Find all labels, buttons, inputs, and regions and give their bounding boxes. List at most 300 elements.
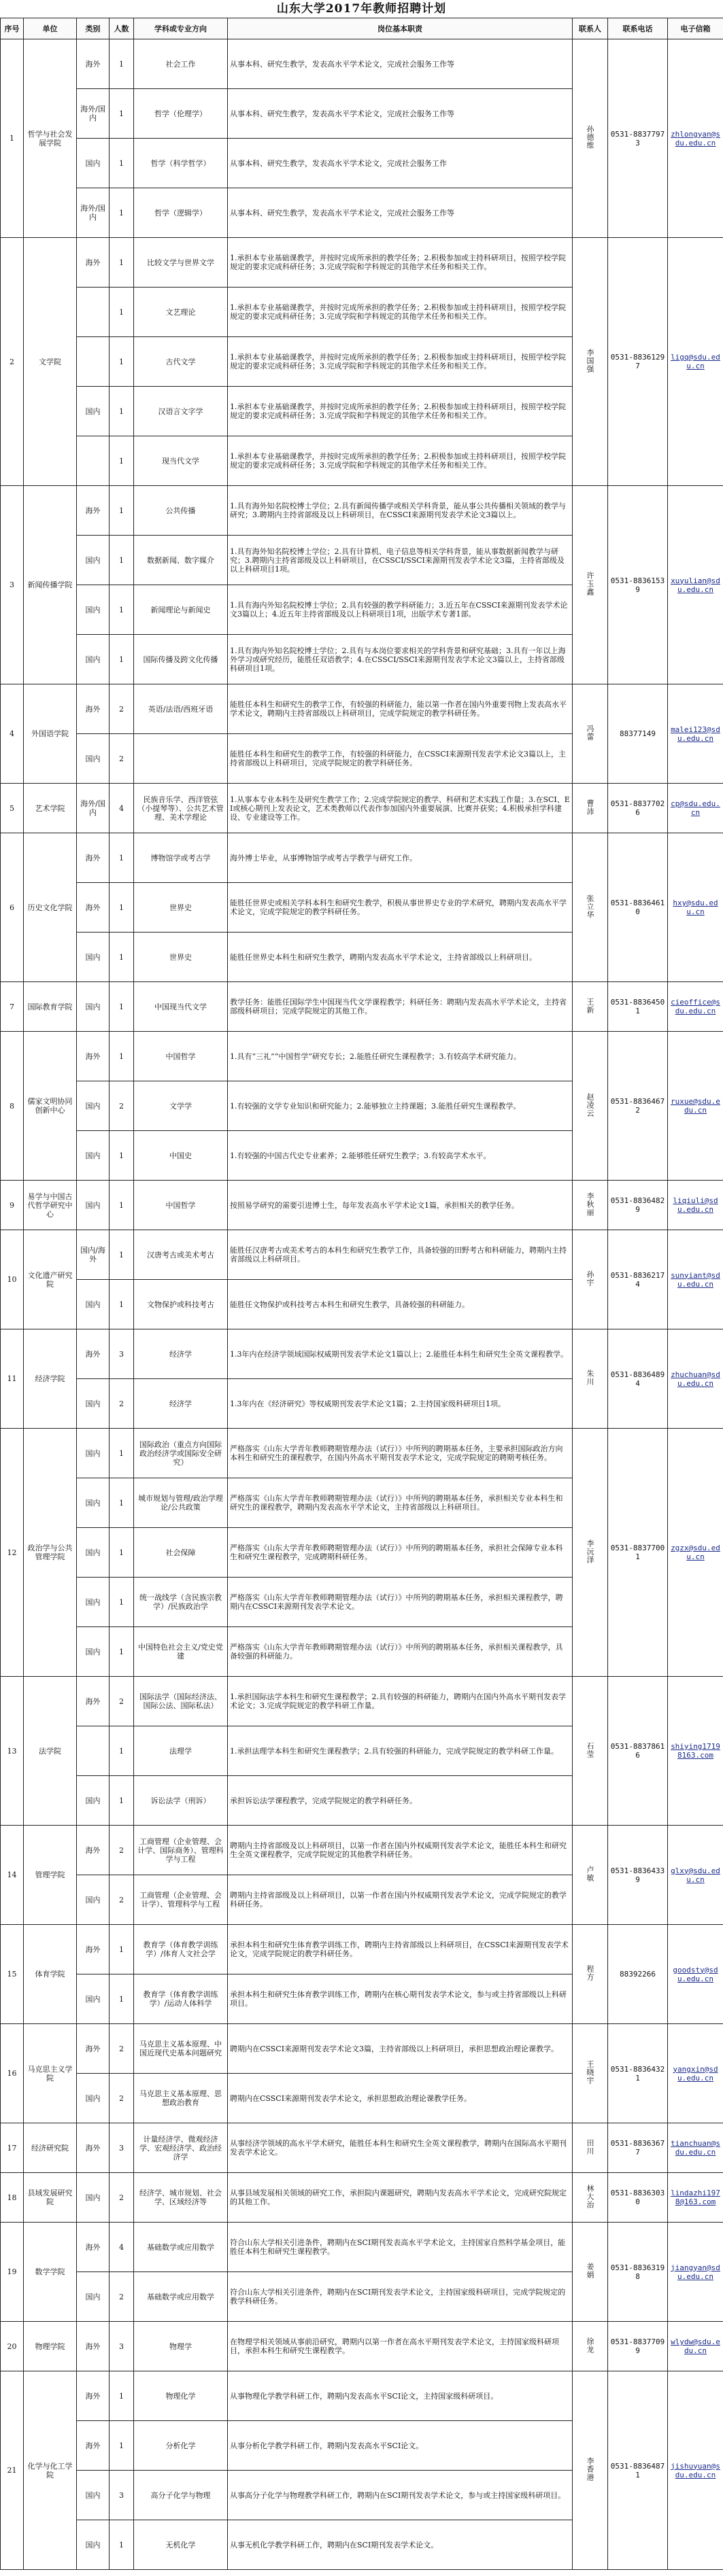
phone-cell: 0531-88364321 bbox=[608, 2024, 668, 2123]
email-cell[interactable]: jishuyuan@sdu.edu.cn bbox=[668, 2371, 723, 2570]
phone-cell: 0531-88361297 bbox=[608, 238, 668, 486]
phone-cell: 88392266 bbox=[608, 1925, 668, 2024]
header-row bbox=[1, 18, 723, 39]
category-cell: 国内 bbox=[77, 2471, 110, 2520]
category-cell: 海外 bbox=[77, 2223, 110, 2272]
category-cell: 国内 bbox=[77, 1181, 110, 1230]
field-cell: 马克思主义基本原理、思想政治教育 bbox=[134, 2074, 228, 2123]
email-cell[interactable]: cieoffice@sdu.edu.cn bbox=[668, 982, 723, 1032]
unit-number: 12 bbox=[1, 1429, 24, 1677]
unit-number: 8 bbox=[1, 1032, 24, 1181]
header-count: 人数 bbox=[110, 18, 134, 39]
phone-cell: 88377149 bbox=[608, 684, 668, 784]
field-cell: 国际政治（重点方向国际政治经济学或国际安全研究） bbox=[134, 1429, 228, 1478]
duty-cell: 承担本科生和研究生体育教学训练工作，聘期内在核心期刊发表学术论文，参与或主持省部级以上科研项目。 bbox=[228, 1974, 573, 2024]
count-cell: 3 bbox=[110, 2123, 134, 2173]
field-cell: 国际法学（国际经济法、国际公法、国际私法） bbox=[134, 1677, 228, 1726]
duty-cell: 能胜任本科生和研究生的教学工作，有较强的科研能力，在CSSCI来源期刊发表学术论文3篇以上，主持省部级以上科研项目，完成学院规定的教学科研任务。 bbox=[228, 734, 573, 784]
unit-number: 13 bbox=[1, 1677, 24, 1826]
duty-cell: 能胜任世界史本科生和研究生教学，聘期内发表高水平学术论文，主持省部级以上科研项目。 bbox=[228, 933, 573, 982]
unit-name: 历史文化学院 bbox=[24, 833, 77, 982]
email-cell[interactable]: wlydw@sdu.edu.cn bbox=[668, 2322, 723, 2371]
field-cell: 工商管理（企业管理、会计学、国际商务）、管理科学与工程 bbox=[134, 1826, 228, 1875]
count-cell: 4 bbox=[110, 784, 134, 833]
contact-cell-text: 程方 bbox=[586, 1965, 594, 1981]
field-cell: 中国现当代文学 bbox=[134, 982, 228, 1032]
duty-cell: 1.具有海内外知名院校博士学位；2.具有与本岗位要求相关的学科背景和研究基础；3.具有一年以上海外学习或研究经历，能胜任双语教学；4.在CSSCI/SSCI来源期刊发表学术论文3篇以上，主持省部级科研项目1项。 bbox=[228, 635, 573, 684]
count-cell: 1 bbox=[110, 585, 134, 635]
category-cell: 国内 bbox=[77, 1429, 110, 1478]
category-cell: 海外 bbox=[77, 883, 110, 933]
category-cell: 国内 bbox=[77, 536, 110, 585]
unit-number: 6 bbox=[1, 833, 24, 982]
count-cell: 1 bbox=[110, 1627, 134, 1677]
category-cell: 国内 bbox=[77, 1578, 110, 1627]
duty-cell: 符合山东大学相关引进条件，聘期内在SCI期刊发表学术论文，主持国家级科研项目，完成学院规定的教学科研任务。 bbox=[228, 2272, 573, 2322]
page-title: 山东大学2017年教师招聘计划 bbox=[276, 2, 447, 16]
field-cell: 新闻理论与新闻史 bbox=[134, 585, 228, 635]
category-cell: 国内 bbox=[77, 1627, 110, 1677]
unit-number: 11 bbox=[1, 1329, 24, 1429]
field-cell: 哲学（伦理学） bbox=[134, 89, 228, 139]
header-duty: 岗位基本职责 bbox=[228, 18, 573, 39]
email-cell[interactable]: xuyulian@sdu.edu.cn bbox=[668, 486, 723, 684]
field-cell: 经济学、城市规划、社会学、区域经济等 bbox=[134, 2173, 228, 2223]
phone-cell: 0531-88364894 bbox=[608, 1329, 668, 1429]
category-cell: 国内 bbox=[77, 1528, 110, 1578]
contact-cell bbox=[573, 982, 608, 1032]
unit-number: 3 bbox=[1, 486, 24, 684]
count-cell: 1 bbox=[110, 1776, 134, 1826]
count-cell: 2 bbox=[110, 684, 134, 734]
contact-cell-text: 孙德维 bbox=[586, 125, 594, 150]
duty-cell: 严格落实《山东大学青年教师聘期管理办法（试行）》中所列的聘期基本任务，承担相关课程教学，具备较强的科研能力。 bbox=[228, 1627, 573, 1677]
duty-cell: 1.从事本专业本科生及研究生教学工作；2.完成学院规定的教学、科研和艺术实践工作量；3.在SCI、EI或核心期刊上发表论文，艺术类教师以代表作参加国内外重要展演、比赛并获奖；4.积极承担学科建设、专业建设等工作。 bbox=[228, 784, 573, 833]
count-cell: 1 bbox=[110, 188, 134, 238]
count-cell: 3 bbox=[110, 2322, 134, 2371]
field-cell: 基础数学或应用数学 bbox=[134, 2223, 228, 2272]
category-cell: 海外 bbox=[77, 2421, 110, 2471]
count-cell: 1 bbox=[110, 982, 134, 1032]
category-cell: 海外 bbox=[77, 1826, 110, 1875]
table-row bbox=[1, 2322, 723, 2371]
count-cell: 1 bbox=[110, 1578, 134, 1627]
header-field: 学科或专业方向 bbox=[134, 18, 228, 39]
field-cell: 博物馆学或考古学 bbox=[134, 833, 228, 883]
email-cell[interactable]: yangxin@sdu.edu.cn bbox=[668, 2024, 723, 2123]
email-cell[interactable]: ligq@sdu.edu.cn bbox=[668, 238, 723, 486]
duty-cell: 1.承担本专业基础课教学，并按时完成所承担的教学任务；2.积极参加或主持科研项目，按照学校学院规定的要求完成科研任务；3.完成学院和学科规定的其他学术任务和相关工作。 bbox=[228, 288, 573, 337]
email-cell[interactable]: cp@sdu.edu.cn bbox=[668, 784, 723, 833]
unit-number: 21 bbox=[1, 2371, 24, 2570]
count-cell: 1 bbox=[110, 436, 134, 486]
table-row bbox=[1, 39, 723, 89]
contact-cell bbox=[573, 784, 608, 833]
category-cell: 国内 bbox=[77, 1776, 110, 1826]
count-cell: 1 bbox=[110, 486, 134, 536]
count-cell: 1 bbox=[110, 2520, 134, 2570]
category-cell: 海外 bbox=[77, 2024, 110, 2074]
count-cell: 2 bbox=[110, 1826, 134, 1875]
duty-cell: 从事本科、研究生教学，发表高水平学术论文，完成社会服务工作等 bbox=[228, 39, 573, 89]
duty-cell: 从事县域发展相关领域的研究工作，承担院内课题研究，聘期内发表高水平学术论文，完成研究院规定的其他工作。 bbox=[228, 2173, 573, 2223]
field-cell: 物理学 bbox=[134, 2322, 228, 2371]
count-cell: 3 bbox=[110, 1329, 134, 1379]
contact-cell bbox=[573, 2024, 608, 2123]
duty-cell: 教学任务：能胜任国际学生中国现当代文学课程教学；科研任务：聘期内发表高水平学术论文，主持省部级科研项目；完成学院规定的其他工作。 bbox=[228, 982, 573, 1032]
field-cell: 基础数学或应用数学 bbox=[134, 2272, 228, 2322]
field-cell: 经济学 bbox=[134, 1329, 228, 1379]
field-cell: 古代文学 bbox=[134, 337, 228, 387]
count-cell: 1 bbox=[110, 2421, 134, 2471]
field-cell: 比较文学与世界文学 bbox=[134, 238, 228, 288]
email-cell[interactable]: sunyiant@sdu.edu.cn bbox=[668, 1230, 723, 1329]
unit-number: 16 bbox=[1, 2024, 24, 2123]
contact-cell-text: 张立华 bbox=[586, 894, 594, 919]
duty-cell: 严格落实《山东大学青年教师聘期管理办法（试行）》中所列的聘期基本任务，承担相关课程教学，聘期内在CSSCI来源期刊发表学术论文。 bbox=[228, 1578, 573, 1627]
recruitment-table bbox=[0, 18, 723, 2570]
field-cell: 马克思主义基本原理、中国近现代史基本问题研究 bbox=[134, 2024, 228, 2074]
phone-cell: 0531-88364610 bbox=[608, 833, 668, 982]
count-cell: 1 bbox=[110, 933, 134, 982]
table-row bbox=[1, 1826, 723, 1875]
category-cell: 海外/国内 bbox=[77, 784, 110, 833]
duty-cell: 海外博士毕业，从事博物馆学或考古学教学与研究工作。 bbox=[228, 833, 573, 883]
unit-name: 儒家文明协同创新中心 bbox=[24, 1032, 77, 1181]
category-cell: 国内 bbox=[77, 2173, 110, 2223]
duty-cell: 1.承担本专业基础课教学，并按时完成所承担的教学任务；2.积极参加或主持科研项目，按照学校学院规定的要求完成科研任务；3.完成学院和学科规定的其他学术任务和相关工作。 bbox=[228, 387, 573, 436]
category-cell: 海外 bbox=[77, 2322, 110, 2371]
category-cell: 国内 bbox=[77, 1131, 110, 1181]
phone-cell: 0531-88377973 bbox=[608, 39, 668, 238]
category-cell: 国内 bbox=[77, 1875, 110, 1925]
count-cell: 1 bbox=[110, 387, 134, 436]
email-cell[interactable]: lindazhi1978@163.com bbox=[668, 2173, 723, 2223]
unit-name: 管理学院 bbox=[24, 1826, 77, 1925]
category-cell: 国内 bbox=[77, 734, 110, 784]
email-cell[interactable]: ruxue@sdu.edu.cn bbox=[668, 1032, 723, 1181]
duty-cell: 从事经济学领域的高水平学术研究，能胜任本科生和研究生全英文课程教学，聘期内在国际高水平期刊发表学术论文。 bbox=[228, 2123, 573, 2173]
field-cell: 现当代文学 bbox=[134, 436, 228, 486]
phone-cell: 0531-88363030 bbox=[608, 2173, 668, 2223]
duty-cell: 能胜任文物保护或科技考古本科生和研究生教学，具备较强的科研能力。 bbox=[228, 1280, 573, 1329]
unit-name: 新闻传播学院 bbox=[24, 486, 77, 684]
category-cell: 国内 bbox=[77, 387, 110, 436]
duty-cell: 从事本科、研究生教学，发表高水平学术论文，完成社会服务工作 bbox=[228, 139, 573, 188]
unit-name: 县域发展研究院 bbox=[24, 2173, 77, 2223]
contact-cell-text: 王新 bbox=[586, 997, 594, 1014]
duty-cell: 聘期内主持省部级及以上科研项目，以第一作者在国内外权威期刊发表学术论文，能胜任本科生和研究生全英文课程教学，完成学院规定的其他教学科研任务。 bbox=[228, 1826, 573, 1875]
contact-cell bbox=[573, 833, 608, 982]
count-cell: 1 bbox=[110, 288, 134, 337]
phone-cell: 0531-88364339 bbox=[608, 1826, 668, 1925]
count-cell: 1 bbox=[110, 1181, 134, 1230]
category-cell: 海外 bbox=[77, 2123, 110, 2173]
contact-cell-text: 李国强 bbox=[586, 348, 594, 373]
field-cell: 哲学（科学哲学） bbox=[134, 139, 228, 188]
field-cell: 教育学（体育教学训练学）/运动人体科学 bbox=[134, 1974, 228, 2024]
count-cell: 2 bbox=[110, 2173, 134, 2223]
phone-cell: 0531-88377001 bbox=[608, 1429, 668, 1677]
count-cell: 2 bbox=[110, 1677, 134, 1726]
unit-number: 15 bbox=[1, 1925, 24, 2024]
phone-cell: 0531-88363198 bbox=[608, 2223, 668, 2322]
count-cell: 1 bbox=[110, 1230, 134, 1280]
contact-cell-text: 曹沛 bbox=[586, 799, 594, 816]
field-cell: 中国史 bbox=[134, 1131, 228, 1181]
table-row bbox=[1, 1230, 723, 1280]
duty-cell: 从事本科、研究生教学，发表高水平学术论文，完成社会服务工作等 bbox=[228, 89, 573, 139]
phone-cell: 0531-88361539 bbox=[608, 486, 668, 684]
header-category: 类别 bbox=[77, 18, 110, 39]
contact-cell bbox=[573, 39, 608, 238]
contact-cell bbox=[573, 238, 608, 486]
category-cell bbox=[77, 288, 110, 337]
count-cell: 1 bbox=[110, 1726, 134, 1776]
field-cell: 社会保障 bbox=[134, 1528, 228, 1578]
count-cell: 1 bbox=[110, 1429, 134, 1478]
table-row bbox=[1, 1925, 723, 1974]
field-cell: 数据新闻、数字媒介 bbox=[134, 536, 228, 585]
category-cell: 国内 bbox=[77, 1280, 110, 1329]
field-cell: 工商管理（企业管理、会计学）、管理科学与工程 bbox=[134, 1875, 228, 1925]
email-cell[interactable]: glxy@sdu.edu.cn bbox=[668, 1826, 723, 1925]
duty-cell: 能胜任汉唐考古或美术考古的本科生和研究生教学工作，具备较强的田野考古和科研能力，聘期内主持省部级以上科研项目。 bbox=[228, 1230, 573, 1280]
count-cell: 1 bbox=[110, 1925, 134, 1974]
header-contact: 联系人 bbox=[573, 18, 608, 39]
unit-number: 17 bbox=[1, 2123, 24, 2173]
contact-cell bbox=[573, 1429, 608, 1677]
table-row bbox=[1, 2223, 723, 2272]
header-email: 电子信箱 bbox=[668, 18, 723, 39]
field-cell: 中国哲学 bbox=[134, 1032, 228, 1081]
field-cell: 汉唐考古或美术考古 bbox=[134, 1230, 228, 1280]
unit-number: 19 bbox=[1, 2223, 24, 2322]
count-cell: 2 bbox=[110, 1081, 134, 1131]
duty-cell: 1.承担本专业基础课教学，并按时完成所承担的教学任务；2.积极参加或主持科研项目，按照学校学院规定的要求完成科研任务；3.完成学院和学科规定的其他学术任务和相关工作。 bbox=[228, 337, 573, 387]
table-row bbox=[1, 1677, 723, 1726]
category-cell bbox=[77, 436, 110, 486]
contact-cell-text: 李香港 bbox=[586, 2457, 594, 2482]
category-cell: 海外/国内 bbox=[77, 188, 110, 238]
unit-number: 10 bbox=[1, 1230, 24, 1329]
category-cell: 国内 bbox=[77, 635, 110, 684]
count-cell: 1 bbox=[110, 39, 134, 89]
field-cell: 无机化学 bbox=[134, 2520, 228, 2570]
duty-cell: 1.具有海外知名院校博士学位；2.具有新闻传播学或相关学科背景，能从事公共传播相关领域的教学与研究；3.聘期内主持省部级及以上科研项目，在CSSCI来源期刊发表学术论文3篇以上。 bbox=[228, 486, 573, 536]
email-cell[interactable]: jiangyan@sdu.edu.cn bbox=[668, 2223, 723, 2322]
table-row bbox=[1, 684, 723, 734]
contact-cell bbox=[573, 2223, 608, 2322]
email-cell[interactable]: zgzx@sdu.edu.cn bbox=[668, 1429, 723, 1677]
phone-cell: 0531-88377099 bbox=[608, 2322, 668, 2371]
contact-cell bbox=[573, 1181, 608, 1230]
count-cell: 2 bbox=[110, 1875, 134, 1925]
category-cell: 国内 bbox=[77, 139, 110, 188]
field-cell: 物理化学 bbox=[134, 2371, 228, 2421]
category-cell: 国内 bbox=[77, 2074, 110, 2123]
count-cell: 1 bbox=[110, 635, 134, 684]
table-row bbox=[1, 1032, 723, 1081]
contact-cell bbox=[573, 2371, 608, 2570]
count-cell: 1 bbox=[110, 1478, 134, 1528]
count-cell: 1 bbox=[110, 1974, 134, 2024]
unit-name: 艺术学院 bbox=[24, 784, 77, 833]
table-row bbox=[1, 486, 723, 536]
field-cell: 文物保护或科技考古 bbox=[134, 1280, 228, 1329]
contact-cell-text: 田川 bbox=[586, 2138, 594, 2155]
phone-cell: 0531-88377026 bbox=[608, 784, 668, 833]
unit-name: 政治学与公共管理学院 bbox=[24, 1429, 77, 1677]
category-cell: 海外 bbox=[77, 1925, 110, 1974]
email-cell[interactable]: liqiuli@sdu.edu.cn bbox=[668, 1181, 723, 1230]
unit-name: 经济学院 bbox=[24, 1329, 77, 1429]
table-body bbox=[1, 39, 723, 2570]
field-cell: 分析化学 bbox=[134, 2421, 228, 2471]
duty-cell: 1.具有“三礼”“中国哲学”研究专长；2.能胜任研究生课程教学；3.有较高学术研究能力。 bbox=[228, 1032, 573, 1081]
email-cell[interactable]: tianchuan@sdu.edu.cn bbox=[668, 2123, 723, 2173]
duty-cell: 聘期内在CSSCI来源期刊发表学术论文，承担思想政治理论课教学任务。 bbox=[228, 2074, 573, 2123]
unit-name: 国际教育学院 bbox=[24, 982, 77, 1032]
category-cell bbox=[77, 1726, 110, 1776]
unit-name: 体育学院 bbox=[24, 1925, 77, 2024]
email-cell[interactable]: shiying17198163.com bbox=[668, 1677, 723, 1826]
contact-cell-text: 许玉鑫 bbox=[586, 572, 594, 596]
contact-cell bbox=[573, 486, 608, 684]
category-cell: 海外 bbox=[77, 2371, 110, 2421]
duty-cell: 1.承担本专业基础课教学，并按时完成所承担的教学任务；2.积极参加或主持科研项目，按照学校学院规定的要求完成科研任务；3.完成学院和学科规定的其他学术任务和相关工作。 bbox=[228, 238, 573, 288]
unit-name: 易学与中国古代哲学研究中心 bbox=[24, 1181, 77, 1230]
field-cell: 世界史 bbox=[134, 883, 228, 933]
field-cell: 国际传播及跨文化传播 bbox=[134, 635, 228, 684]
field-cell: 汉语言文字学 bbox=[134, 387, 228, 436]
field-cell: 中国哲学 bbox=[134, 1181, 228, 1230]
contact-cell-text: 林大治 bbox=[586, 2184, 594, 2209]
count-cell: 4 bbox=[110, 2223, 134, 2272]
count-cell: 1 bbox=[110, 2371, 134, 2421]
field-cell: 文艺理论 bbox=[134, 288, 228, 337]
field-cell: 计量经济学、微观经济学、宏观经济学、政治经济学 bbox=[134, 2123, 228, 2173]
unit-number: 7 bbox=[1, 982, 24, 1032]
contact-cell-text: 赵凌云 bbox=[586, 1092, 594, 1117]
header-phone: 联系电话 bbox=[608, 18, 668, 39]
email-cell[interactable]: goodsty@sdu.edu.cn bbox=[668, 1925, 723, 2024]
table-row bbox=[1, 2024, 723, 2074]
duty-cell: 严格落实《山东大学青年教师聘期管理办法（试行）》中所列的聘期基本任务，承担相关专业本科生和研究生的课程教学，聘期内发表高水平学术论文，主持省部级以上科研项目。 bbox=[228, 1478, 573, 1528]
duty-cell: 聘期内主持省部级及以上科研项目，以第一作者在国内外权威期刊发表学术论文，完成学院规定的教学科研任务。 bbox=[228, 1875, 573, 1925]
duty-cell: 从事物理化学教学科研工作，聘期内发表高水平SCI论文，主持国家级科研项目。 bbox=[228, 2371, 573, 2421]
duty-cell: 1.承担法理学本科生和研究生课程教学；2.具有较强的科研能力，完成学院规定的教学科研工作量。 bbox=[228, 1726, 573, 1776]
category-cell: 国内 bbox=[77, 1379, 110, 1429]
contact-cell bbox=[573, 1677, 608, 1826]
duty-cell: 能胜任本科生和研究生的教学工作，有较强的科研能力，能以第一作者在国内外重要刊物上发表高水平学术论文，聘期内主持省部级以上科研项目，完成学院规定的教学科研任务。 bbox=[228, 684, 573, 734]
phone-cell: 0531-88364871 bbox=[608, 2371, 668, 2570]
duty-cell: 符合山东大学相关引进条件，聘期内在SCI期刊发表高水平学术论文，主持国家自然科学基金项目，能胜任本科生和研究生课程教学。 bbox=[228, 2223, 573, 2272]
category-cell: 国内 bbox=[77, 585, 110, 635]
duty-cell: 从事无机化学教学科研工作，聘期内在SCI期刊发表学术论文。 bbox=[228, 2520, 573, 2570]
duty-cell: 按照易学研究的需要引进博士生，每年发表高水平学术论文1篇，承担相关的教学任务。 bbox=[228, 1181, 573, 1230]
contact-cell-text: 卢敏 bbox=[586, 1866, 594, 1882]
duty-cell: 严格落实《山东大学青年教师聘期管理办法（试行）》中所列的聘期基本任务，承担社会保障专业本科生和研究生课程教学，完成聘期科研任务。 bbox=[228, 1528, 573, 1578]
count-cell: 3 bbox=[110, 2471, 134, 2520]
duty-cell: 1.3年内在经济学领域国际权威期刊发表学术论文1篇以上；2.能胜任本科生和研究生全英文课程教学。 bbox=[228, 1329, 573, 1379]
contact-cell bbox=[573, 1925, 608, 2024]
category-cell: 海外 bbox=[77, 1032, 110, 1081]
field-cell: 英语/法语/西班牙语 bbox=[134, 684, 228, 734]
field-cell: 公共传播 bbox=[134, 486, 228, 536]
duty-cell: 1.有较强的中国古代史专业素养；2.能够胜任研究生教学；3.有较高学术水平。 bbox=[228, 1131, 573, 1181]
unit-name: 法学院 bbox=[24, 1677, 77, 1826]
unit-name: 外国语学院 bbox=[24, 684, 77, 784]
field-cell: 城市规划与管理/政治学理论/公共政策 bbox=[134, 1478, 228, 1528]
duty-cell: 从事本科、研究生教学，发表高水平学术论文，完成社会服务工作等 bbox=[228, 188, 573, 238]
contact-cell-text: 李秋丽 bbox=[586, 1191, 594, 1217]
count-cell: 1 bbox=[110, 536, 134, 585]
unit-number: 14 bbox=[1, 1826, 24, 1925]
category-cell: 国内 bbox=[77, 982, 110, 1032]
category-cell: 国内 bbox=[77, 1081, 110, 1131]
category-cell: 海外 bbox=[77, 1677, 110, 1726]
category-cell: 国内 bbox=[77, 2272, 110, 2322]
duty-cell: 承担诉讼法学课程教学，完成学院规定的教学科研任务。 bbox=[228, 1776, 573, 1826]
field-cell: 民族音乐学、西洋管弦（小提琴等）、公共艺术管理、美术学理论 bbox=[134, 784, 228, 833]
duty-cell: 聘期内在CSSCI来源期刊发表学术论文3篇，主持省部级以上科研项目，承担思想政治理论课教学。 bbox=[228, 2024, 573, 2074]
count-cell: 2 bbox=[110, 2272, 134, 2322]
category-cell: 国内 bbox=[77, 933, 110, 982]
contact-cell-text: 李沅泽 bbox=[586, 1539, 594, 1564]
header-unit: 单位 bbox=[24, 18, 77, 39]
unit-number: 20 bbox=[1, 2322, 24, 2371]
email-cell[interactable]: malei123@sdu.edu.cn bbox=[668, 684, 723, 784]
table-row bbox=[1, 1181, 723, 1230]
unit-name: 经济研究院 bbox=[24, 2123, 77, 2173]
contact-cell bbox=[573, 1230, 608, 1329]
email-cell[interactable]: zhuchuan@sdu.edu.cn bbox=[668, 1329, 723, 1429]
count-cell: 1 bbox=[110, 139, 134, 188]
duty-cell: 1.具有海外知名院校博士学位；2.具有计算机、电子信息等相关学科背景，能从事数据新闻教学与研究；3.聘期内主持省部级及以上科研项目，在CSSCI/SSCI来源期刊发表学术论文3篇，主持省部级及以上科研项目1项。 bbox=[228, 536, 573, 585]
contact-cell bbox=[573, 684, 608, 784]
email-cell[interactable]: zhlongyan@sdu.edu.cn bbox=[668, 39, 723, 238]
unit-number: 4 bbox=[1, 684, 24, 784]
count-cell: 1 bbox=[110, 337, 134, 387]
contact-cell-text: 冯蕾 bbox=[586, 725, 594, 741]
category-cell bbox=[77, 337, 110, 387]
table-row bbox=[1, 2173, 723, 2223]
contact-cell bbox=[573, 2322, 608, 2371]
table-row bbox=[1, 833, 723, 883]
contact-cell bbox=[573, 2123, 608, 2173]
table-row bbox=[1, 238, 723, 288]
count-cell: 1 bbox=[110, 89, 134, 139]
unit-number: 1 bbox=[1, 39, 24, 238]
table-row bbox=[1, 784, 723, 833]
unit-name: 物理学院 bbox=[24, 2322, 77, 2371]
unit-name: 马克思主义学院 bbox=[24, 2024, 77, 2123]
email-cell[interactable]: hxy@sdu.edu.cn bbox=[668, 833, 723, 982]
contact-cell-text: 王晓宇 bbox=[586, 2060, 594, 2085]
unit-name: 化学与化工学院 bbox=[24, 2371, 77, 2570]
field-cell: 统一战线学（含民族宗教学）/民族政治学 bbox=[134, 1578, 228, 1627]
duty-cell: 严格落实《山东大学青年教师聘期管理办法（试行）》中所列的聘期基本任务，主要承担国际政治方向本科生和研究生的课程教学，在国内外高水平期刊发表学术论文，完成学院规定的聘期考核任务。 bbox=[228, 1429, 573, 1478]
field-cell: 高分子化学与物理 bbox=[134, 2471, 228, 2520]
count-cell: 1 bbox=[110, 1528, 134, 1578]
category-cell: 海外 bbox=[77, 486, 110, 536]
category-cell: 海外/国内 bbox=[77, 89, 110, 139]
field-cell: 哲学（逻辑学） bbox=[134, 188, 228, 238]
phone-cell: 0531-88364829 bbox=[608, 1181, 668, 1230]
duty-cell: 1.承担本专业基础课教学，并按时完成所承担的教学任务；2.积极参加或主持科研项目，按照学校学院规定的要求完成科研任务；3.完成学院和学科规定的其他学术任务和相关工作。 bbox=[228, 436, 573, 486]
contact-cell-text: 姜娟 bbox=[586, 2263, 594, 2279]
